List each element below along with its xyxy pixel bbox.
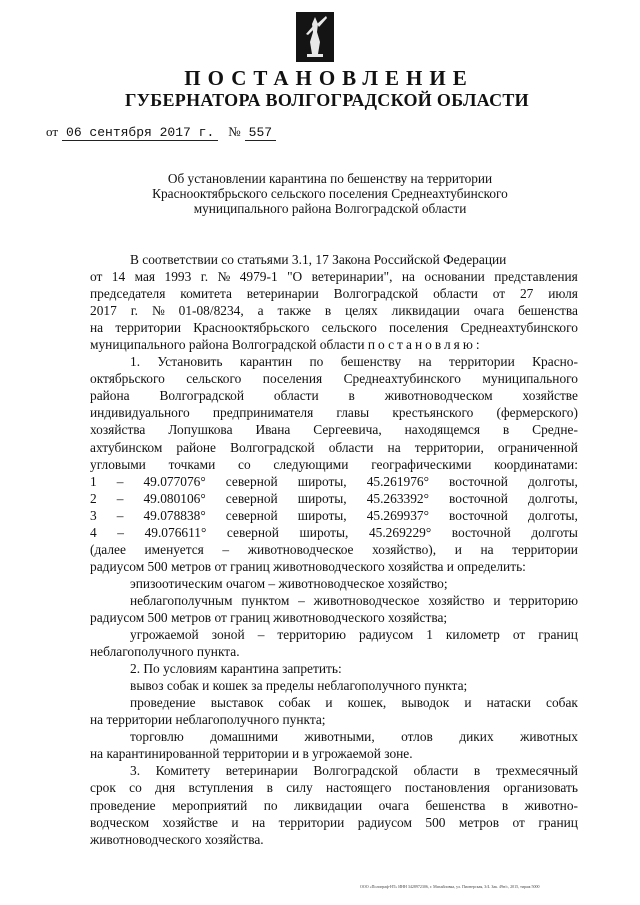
registration-number: 557 [245, 125, 276, 141]
coordinate-line: 1 – 49.077076° северной широты, 45.261976° восточной долготы, [90, 473, 578, 489]
body-line: октябрьского сельского поселения Среднеахтубинского муниципального [90, 371, 578, 387]
body-line: на территории Краснооктябрьского сельского поселения Среднеахтубинского [90, 320, 578, 336]
coordinate-line: 4 – 49.076611° северной широты, 45.269229° восточной долготы [90, 524, 578, 540]
registration-line [46, 124, 276, 141]
body-line: 3. Комитету ветеринарии Волгоградской области в трехмесячный [130, 763, 578, 779]
body-line: хозяйства Лопушкова Ивана Сергеевича, находящемся в Средне- [90, 422, 578, 438]
volgograd-emblem-icon [296, 12, 334, 62]
prohibition-line: на территории неблагополучного пункта; [90, 712, 326, 728]
body-line: животноводческого хозяйства. [90, 831, 264, 847]
definition-line: эпизоотическим очагом – животноводческое хозяйство; [130, 575, 448, 591]
definition-line: неблагополучным пунктом – животноводческое хозяйство и территорию [130, 592, 578, 608]
registration-date: 06 сентября 2017 г. [62, 125, 218, 141]
body-line: угловыми точками со следующими географическими координатами: [90, 456, 578, 472]
document-issuer: ГУБЕРНАТОРА ВОЛГОГРАДСКОЙ ОБЛАСТИ [125, 90, 529, 110]
document-caption [70, 171, 590, 216]
prohibition-line: на карантинированной территории и в угрожаемой зоне. [90, 746, 413, 762]
date-label: от [46, 124, 59, 139]
body-line: радиусом 500 метров от границ животноводческого хозяйства и определить: [90, 558, 526, 574]
printer-imprint: ООО «Полиграф-НТ» ИНН 3428972306, г. Михайловка, ул. Пионерская, 3/4. Зак. 49н/с, 2015, тираж 5000 [360, 884, 540, 889]
document-body [90, 251, 578, 848]
coordinate-line: 3 – 49.078838° северной широты, 45.269937° восточной долготы, [90, 507, 578, 523]
document-title: ПОСТАНОВЛЕНИЕ [184, 66, 474, 90]
section-heading: 2. По условиям карантина запретить: [130, 661, 342, 677]
body-line: срок со дня вступления в силу настоящего постановления организовать [90, 780, 578, 796]
prohibition-line: вывоз собак и кошек за пределы неблагополучного пункта; [130, 678, 468, 694]
body-line: (далее именуется – животноводческое хозяйство), и на территории [90, 541, 578, 557]
body-line: индивидуального предпринимателя главы крестьянского (фермерского) [90, 405, 578, 421]
caption-line: Об установлении карантина по бешенству на территории [167, 171, 493, 186]
body-line: водческом хозяйстве и на территории радиусом 500 метров от границ [90, 814, 578, 830]
body-line: 1. Установить карантин по бешенству на территории Красно- [130, 354, 578, 370]
decree-word: постановляю: [367, 337, 483, 353]
caption-line: Краснооктябрьского сельского поселения Среднеахтубинского [152, 186, 508, 201]
body-line: В соответствии со статьями 3.1, 17 Закона Российской Федерации [130, 252, 507, 267]
body-line: ахтубинском районе Волгоградской области на территории, ограниченной [90, 439, 578, 455]
body-text: муниципального района Волгоградской области [90, 337, 368, 353]
number-label: № [228, 124, 241, 139]
body-line: председателя комитета ветеринарии Волгоградской области от 27 июля [90, 286, 578, 302]
body-line: проведение мероприятий по ликвидации очага бешенства в животно- [90, 797, 578, 813]
definition-line: неблагополучного пункта. [90, 644, 240, 660]
prohibition-line: проведение выставок собак и кошек, выводок и натаски собак [130, 695, 578, 711]
body-line: района Волгоградской области в животноводческом хозяйстве [90, 388, 578, 404]
body-line [90, 336, 578, 353]
body-line: 2017 г. № 01-08/8234, а также в целях ликвидации очага бешенства [90, 303, 578, 319]
body-line: от 14 мая 1993 г. № 4979-1 "О ветеринарии", на основании представления [90, 269, 578, 285]
coordinate-line: 2 – 49.080106° северной широты, 45.263392° восточной долготы, [90, 490, 578, 506]
definition-line: угрожаемой зоной – территорию радиусом 1 километр от границ [130, 627, 578, 643]
prohibition-line: торговлю домашними животными, отлов диких животных [130, 729, 578, 745]
definition-line: радиусом 500 метров от границ животноводческого хозяйства; [90, 609, 448, 625]
caption-line: муниципального района Волгоградской области [193, 201, 467, 216]
